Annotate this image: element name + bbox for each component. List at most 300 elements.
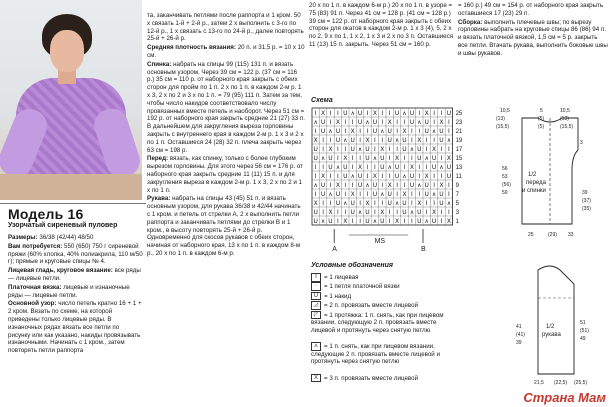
chart-cell-symbol: U <box>439 128 444 135</box>
chart-cell-symbol: I <box>425 164 428 171</box>
chart-cell-symbol: I <box>433 137 435 144</box>
chart-cell-symbol: X <box>402 191 407 198</box>
chart-cell-symbol: I <box>448 119 450 126</box>
chart-cell-symbol: I <box>411 191 413 198</box>
sleeve-pattern-diagram <box>512 258 608 388</box>
chart-cell-symbol: U <box>446 173 452 180</box>
chart-cell-symbol: ∧ <box>402 173 407 180</box>
chart-cell-symbol: U <box>320 128 326 135</box>
chart-cell-symbol: I <box>418 110 421 117</box>
dimension-label: (5) <box>538 124 545 130</box>
chart-cell-symbol: U <box>394 110 400 117</box>
legend-text: = 2 п. провязать вместе лицевой <box>324 302 419 310</box>
chart-cell-symbol: I <box>425 209 428 216</box>
chart-cell-symbol: U <box>328 164 333 171</box>
paragraph-head: Средняя плотность вязания: <box>147 44 236 52</box>
legend-symbol: X <box>311 374 321 383</box>
chart-cell-symbol: U <box>320 182 326 189</box>
chart-cell-symbol: ∧ <box>357 146 363 153</box>
chart-cell-symbol: U <box>417 218 422 225</box>
chart-cell-symbol: I <box>366 191 369 198</box>
chart-cell-symbol: U <box>320 191 326 198</box>
chart-cell-symbol: U <box>335 137 341 144</box>
chart-cell-symbol: U <box>335 191 341 198</box>
chart-cell-symbol: X <box>380 146 385 153</box>
chart-cell-symbol: ∧ <box>446 200 452 207</box>
dimension-label: 39 <box>516 340 522 346</box>
chart-cell-symbol: X <box>343 218 348 225</box>
legend-symbol: · <box>311 282 321 291</box>
diagram-label: рукава <box>542 332 561 338</box>
chart-cell-symbol: U <box>313 146 318 153</box>
chart-cell-symbol: U <box>335 200 341 207</box>
chart-cell-symbol: ∧ <box>372 155 378 162</box>
dimension-label: (15,5) <box>496 124 510 130</box>
chart-cell-symbol: X <box>409 164 414 171</box>
chart-cell-symbol: ∧ <box>313 182 318 189</box>
chart-cell-symbol: U <box>402 200 407 207</box>
chart-cell-symbol: I <box>403 155 406 162</box>
chart-cell-symbol: U <box>372 182 378 189</box>
legend-text: = 1 протяжка: 1 п. снять, как при лицевом вязании, следующую 2 п. провязать вместе лицевой и протянуть через снятую петлю <box>311 311 444 334</box>
chart-cell-symbol: U <box>417 155 422 162</box>
legend-item <box>311 342 459 365</box>
legend-symbol: ◿ <box>311 301 321 310</box>
sand-background <box>0 174 142 200</box>
chart-cell-symbol: I <box>344 128 347 135</box>
chart-cell-symbol: I <box>329 182 332 189</box>
text-column-2 <box>147 12 305 259</box>
chart-cell-symbol: U <box>424 128 429 135</box>
chart-cell-symbol: X <box>365 200 370 207</box>
dimension-label: 10,5 <box>560 108 570 114</box>
chart-cell-symbol: U <box>402 137 407 144</box>
chart-cell-symbol: I <box>359 155 361 162</box>
chart-cell-symbol: ∧ <box>417 119 422 126</box>
chart-cell-symbol: U <box>343 173 348 180</box>
chart-cell-symbol: X <box>365 137 370 144</box>
chart-cell-symbol: X <box>446 155 451 162</box>
chart-cell-symbol: U <box>446 164 452 171</box>
legend-item <box>311 273 459 282</box>
chart-cell-symbol: U <box>365 155 370 162</box>
chart-cell-symbol: U <box>409 182 415 189</box>
chart-cell-symbol: U <box>424 191 429 198</box>
chart-cell-symbol: I <box>433 110 435 117</box>
chart-cell-symbol: ∧ <box>380 191 385 198</box>
row-number: 19 <box>455 138 463 144</box>
chart-cell-symbol: X <box>313 200 318 207</box>
chart-cell-symbol: I <box>418 191 421 198</box>
model-photo <box>0 0 142 200</box>
chart-cell-symbol: U <box>446 110 452 117</box>
dimension-label: 25 <box>528 232 534 238</box>
chart-cell-symbol: I <box>396 191 398 198</box>
legend-symbol: ◸ <box>311 311 321 320</box>
chart-cell-symbol: I <box>314 128 317 135</box>
paragraph <box>147 61 305 155</box>
chart-cell-symbol: ∧ <box>350 110 355 117</box>
chart-cell-symbol: I <box>403 182 406 189</box>
chart-cell-symbol: I <box>396 128 398 135</box>
chart-cell-symbol: I <box>440 209 443 216</box>
chart-cell-symbol: I <box>359 191 361 198</box>
chart-cell-symbol: I <box>329 173 332 180</box>
row-number: 15 <box>455 156 463 162</box>
chart-cell-symbol: I <box>344 119 347 126</box>
dimension-label: (41) <box>516 332 525 338</box>
chart-cell-symbol: U <box>350 200 355 207</box>
paragraph <box>147 44 305 60</box>
chart-cell-symbol: U <box>380 164 385 171</box>
knitting-chart <box>310 106 475 256</box>
chart-cell-symbol: I <box>388 110 391 117</box>
dimension-label: (56) <box>502 182 511 188</box>
chart-cell-symbol: I <box>322 137 324 144</box>
chart-cell-symbol: U <box>417 146 422 153</box>
chart-cell-symbol: I <box>351 218 354 225</box>
chart-cell-symbol: I <box>322 146 324 153</box>
chart-cell-symbol: X <box>350 128 355 135</box>
dimension-label: (5) <box>538 116 545 122</box>
chart-cell-symbol: U <box>343 110 348 117</box>
paragraph-text: 36/38 (42/44) 48/50 <box>39 234 94 241</box>
chart-cell-symbol: X <box>424 110 429 117</box>
chart-cell-symbol: I <box>448 128 450 135</box>
paragraph-head: Спинка: <box>147 60 172 68</box>
chart-cell-symbol: X <box>335 119 340 126</box>
chart-cell-symbol: ∧ <box>409 146 415 153</box>
chart-cell-symbol: U <box>387 200 392 207</box>
chart-cell-symbol: ∧ <box>343 200 348 207</box>
chart-cell-symbol: X <box>439 119 444 126</box>
dimension-label: (29) <box>548 232 557 238</box>
chart-cell-symbol: X <box>328 209 333 216</box>
legend-text: = 1 п. снять, как при лицевом вязании, следующие 2 п. провязать вместе лицевой и протянуть через снятую петлю <box>311 343 440 366</box>
legend-text: = 3 п. провязать вместе лицевой <box>324 374 419 382</box>
paragraph-text: 550 (650) 750 г сиреневой пряжи (60% хлопка, 40% полиакрила, 110 м/50 г); прямые и круговые спицы № 4. <box>8 242 143 266</box>
chart-cell-symbol: I <box>411 128 413 135</box>
model-title: Модель 16 <box>8 206 84 222</box>
chart-cell-symbol: U <box>431 218 437 225</box>
paragraph <box>147 195 305 257</box>
chart-cell-symbol: X <box>417 137 422 144</box>
dimension-label: 39 <box>582 190 588 196</box>
chart-cell-symbol: ∧ <box>365 182 370 189</box>
chart-cell-symbol: U <box>417 209 422 216</box>
chart-cell-symbol: I <box>366 164 369 171</box>
paragraph <box>309 2 456 49</box>
chart-cell-symbol: X <box>321 173 326 180</box>
chart-cell-symbol: I <box>337 146 339 153</box>
chart-cell-symbol: ∧ <box>380 128 385 135</box>
dimension-label: 21,5 <box>534 380 544 386</box>
chart-cell-symbol: I <box>374 209 376 216</box>
chart-cell-symbol: I <box>440 146 443 153</box>
chart-cell-symbol: I <box>425 137 428 144</box>
chart-cell-symbol: X <box>343 155 348 162</box>
chart-cell-symbol: U <box>313 218 318 225</box>
chart-cell-symbol: I <box>425 200 428 207</box>
dimension-label: (22,5) <box>554 380 568 386</box>
chart-cell-symbol: I <box>388 173 391 180</box>
paragraph-head: Основной узор: <box>8 300 57 308</box>
chart-cell-symbol: I <box>337 155 339 162</box>
chart-cell-symbol: ∧ <box>431 128 437 135</box>
diagram-label: 1/2 <box>546 324 555 330</box>
dimension-label: (13) <box>496 116 505 122</box>
chart-cell-symbol: U <box>372 191 378 198</box>
paragraph-head: Размеры: <box>8 234 38 241</box>
chart-cell-symbol: I <box>329 110 332 117</box>
paragraph <box>458 19 608 58</box>
chart-cell-symbol: I <box>359 200 361 207</box>
row-number: 9 <box>455 183 459 189</box>
chart-cell-symbol: I <box>344 209 347 216</box>
paragraph <box>8 267 143 283</box>
chart-cell-symbol: I <box>403 119 406 126</box>
text-column-4 <box>458 2 608 59</box>
chart-cell-symbol: X <box>372 110 377 117</box>
chart-cell-symbol: I <box>329 200 332 207</box>
chart-cell-symbol: U <box>402 209 407 216</box>
diagram-label: 1/2 <box>528 172 537 178</box>
chart-cell-symbol: U <box>387 137 392 144</box>
chart-cell-symbol: U <box>380 155 385 162</box>
dimension-label: (25,5) <box>574 380 588 386</box>
chart-cell-symbol: I <box>351 119 354 126</box>
chart-cell-symbol: I <box>322 209 324 216</box>
chart-cell-symbol: X <box>417 200 422 207</box>
chart-cell-symbol: I <box>344 182 347 189</box>
chart-cell-symbol: I <box>403 164 406 171</box>
paragraph-text: вязать, как спинку, только с более глубоким вырезом горловины. Для этого через 56 см = 176 р. от наборного края закрыть средние 11 (11) 15 п. и для закругления выреза в каждом 2-м р. 1 х 3, 2 х по 2 и 1 х по 1 п. <box>147 155 304 194</box>
chart-cell-symbol: X <box>395 155 400 162</box>
chart-cell-symbol: I <box>388 155 391 162</box>
chart-cell-symbol: I <box>425 146 428 153</box>
chart-cell-symbol: I <box>314 173 317 180</box>
chart-cell-symbol: ∧ <box>417 182 422 189</box>
chart-cell-symbol: U <box>357 182 363 189</box>
legend-symbol: ⋏ <box>311 342 321 351</box>
dimension-label: 53 <box>502 174 508 180</box>
chart-cell-symbol: I <box>411 200 413 207</box>
chart-cell-symbol: U <box>328 218 333 225</box>
chart-cell-symbol: I <box>337 209 339 216</box>
chart-cell-symbol: X <box>321 110 326 117</box>
row-number: 7 <box>455 192 459 198</box>
chart-cell-symbol: U <box>372 128 378 135</box>
chart-cell-symbol: I <box>314 164 317 171</box>
chart-cell-symbol: U <box>350 146 355 153</box>
paragraph <box>147 12 305 43</box>
chart-cell-symbol: ∧ <box>343 137 348 144</box>
chart-cell-symbol: U <box>424 182 429 189</box>
chart-cell-symbol: U <box>335 128 341 135</box>
chart-cell-symbol: I <box>381 137 384 144</box>
chart-cell-symbol: I <box>337 110 339 117</box>
chart-cell-symbol: U <box>320 119 326 126</box>
chart-cell-symbol: I <box>329 137 332 144</box>
face <box>50 30 84 72</box>
chart-cell-symbol: U <box>313 155 318 162</box>
chart-cell-symbol: I <box>351 155 354 162</box>
chart-cell-symbol: U <box>365 209 370 216</box>
chart-cell-symbol: I <box>366 173 369 180</box>
chart-cell-symbol: I <box>388 146 391 153</box>
paragraph-text: лицевые и изнаночные ряды — лицевые петли. <box>8 283 130 299</box>
chart-cell-symbol: I <box>411 155 413 162</box>
chart-cell-symbol: I <box>433 173 435 180</box>
chart-cell-symbol: U <box>328 155 333 162</box>
legend-text: = 1 лицевая <box>324 273 359 281</box>
paragraph <box>8 284 143 300</box>
chart-cell-symbol: I <box>396 209 398 216</box>
diagram-label: и спинки <box>522 188 546 194</box>
paragraph-head: Перед: <box>147 155 169 163</box>
row-number: 21 <box>455 129 463 135</box>
chart-cell-symbol: I <box>396 182 398 189</box>
chart-cell-symbol: I <box>396 146 398 153</box>
paragraph-head: Сборка: <box>458 18 483 26</box>
chart-cell-symbol: X <box>395 218 400 225</box>
chart-cell-symbol: X <box>328 146 333 153</box>
chart-cell-symbol: I <box>448 191 450 198</box>
chart-cell-symbol: I <box>433 119 435 126</box>
chart-cell-symbol: ∧ <box>328 191 333 198</box>
chart-cell-symbol: ∧ <box>394 200 400 207</box>
chart-cell-symbol: I <box>381 182 384 189</box>
paragraph-head: Рукава: <box>147 195 171 203</box>
chart-cell-symbol: U <box>409 110 415 117</box>
chart-cell-symbol: U <box>394 164 400 171</box>
row-number: 1 <box>455 219 459 225</box>
chart-cell-symbol: I <box>359 137 361 144</box>
chart-cell-symbol: ∧ <box>372 218 378 225</box>
chart-cell-symbol: I <box>418 173 421 180</box>
chart-cell-symbol: ∧ <box>424 155 429 162</box>
back-pattern-diagram <box>492 104 604 244</box>
chart-cell-symbol: ∧ <box>328 128 333 135</box>
chart-cell-symbol: ∧ <box>313 119 318 126</box>
chart-cell-symbol: I <box>322 200 324 207</box>
dimension-label: 59 <box>502 190 508 196</box>
chart-cell-symbol: ∧ <box>402 110 407 117</box>
chart-cell-symbol: U <box>313 209 318 216</box>
legend-item <box>311 374 459 383</box>
dimension-label: 41 <box>516 324 522 330</box>
watermark-logo: Страна Мам <box>523 390 606 405</box>
chart-cell-symbol: X <box>387 119 392 126</box>
paragraph-text: 20 п. и 31,5 р. = 10 х 10 см. <box>147 44 305 59</box>
chart-cell-symbol: ∧ <box>431 191 437 198</box>
paragraph-text: 20 х по 1 п. в каждом 6-м р.) 20 х по 1 п. в узоре = 75 (83) 91 п. Через 41 см = 128 р. (41 см = 128 р.) 39 см = 122 р. от наборного края закрыть с обеих сторон для окатов в каждом 2-м р. 1 х 3 (4), 5, 2 х по 2, 9 х по 1, 1 х 2, 1 х 3 и 2 х по 3 п. Оставшиеся 11 (13) 15 п. закрыть. Через 51 см = 160 р. <box>309 2 454 48</box>
row-number: 23 <box>455 120 463 126</box>
chart-cell-symbol: I <box>337 173 339 180</box>
chart-cell-symbol: I <box>322 164 324 171</box>
chart-cell-symbol: I <box>381 119 384 126</box>
chart-cell-symbol: ∧ <box>320 155 326 162</box>
chart-cell-symbol: I <box>374 164 376 171</box>
row-number: 3 <box>455 210 459 216</box>
dimension-label: 3 <box>580 140 583 146</box>
chart-cell-symbol: U <box>357 110 363 117</box>
chart-cell-symbol: ∧ <box>439 164 444 171</box>
dimension-label: (15,5) <box>560 124 574 130</box>
paragraph <box>8 300 143 355</box>
chart-cell-symbol: I <box>344 146 347 153</box>
chart-cell-symbol: I <box>396 119 398 126</box>
paragraph <box>8 234 143 242</box>
legend-item <box>311 311 459 334</box>
paragraph-text: набрать на спицы 99 (115) 131 п. и вязать основным узором. Через 39 см = 122 р. (37 см = 116 р.) 35 см = 110 р. от наборного края закрыть с обеих сторон для пройм по 1 п. 2 х по 1 п. в каждом 2-м р. 1 х 3, 2 х по 2 и 3 х по 1 п. = 79 (95) 111 п. Затем за тем, чтобы число накидов соответствовало числу провязанных вместе петель и наоборот. Через 51 см = 192 р. от наборного края закрыть средние 21 (27) 33 п. В дальнейшем для закругления выреза горловины закрыть с внутреннего края в каждом 2-м р. 1 х 3 и 2 х по 1 п. Оставшиеся 24 (28) 32 п. плеча закрыть через 63 см = 198 р. <box>147 60 305 154</box>
chart-cell-symbol: ∧ <box>335 164 341 171</box>
legend-item <box>311 282 459 291</box>
chart-cell-symbol: I <box>418 164 421 171</box>
chart-cell-symbol: U <box>439 191 444 198</box>
chart-cell-symbol: U <box>439 137 444 144</box>
chart-cell-symbol: X <box>350 191 355 198</box>
legend-item <box>311 292 459 301</box>
chart-cell-symbol: X <box>439 182 444 189</box>
chart-cell-symbol: I <box>366 110 369 117</box>
chart-cell-symbol: U <box>365 218 370 225</box>
chart-cell-symbol: I <box>374 146 376 153</box>
chart-cell-symbol: I <box>381 110 384 117</box>
chart-cell-symbol: U <box>424 119 429 126</box>
chart-cell-symbol: I <box>448 182 450 189</box>
chart-cell-symbol: U <box>387 128 392 135</box>
chart-cell-symbol: ∧ <box>424 218 429 225</box>
chart-cell-symbol: U <box>357 173 363 180</box>
chart-cell-symbol: I <box>314 110 317 117</box>
paragraph <box>8 243 143 266</box>
paragraph-text: выполнить плечевые швы; по вырезу горловины набрать на круговые спицы 86 (86) 94 п. и вязать платочной вязкой, 1,5 см = 5 р. закрыть все петли. Втачать рукава, выполнить боковые швы и швы рукавов. <box>458 18 608 57</box>
chart-cell-symbol: ∧ <box>387 164 392 171</box>
divider <box>0 203 146 204</box>
chart-cell-symbol: I <box>351 164 354 171</box>
chart-cell-symbol: I <box>448 146 450 153</box>
chart-cell-symbol: I <box>351 182 354 189</box>
dimension-label: 10,5 <box>500 108 510 114</box>
chart-cell-symbol: I <box>440 155 443 162</box>
chart-cell-symbol: X <box>432 146 437 153</box>
chart-cell-symbol: ∧ <box>357 209 363 216</box>
dimension-label: (37) <box>582 198 591 204</box>
chart-cell-symbol: ∧ <box>409 209 415 216</box>
dimension-label: 33 <box>568 232 574 238</box>
paragraph-text: набрать на спицы 43 (45) 51 п. и вязать основным узором, для рукава 36/38 и 42/44 начинать с 1 кром. и петель от стрелки А, 2 х выполнить петли раппорта и заканчивать петлями до стрелки В и 1 кром., в высоту повторять 25-й + 26-й р. Одновременно для скосов рукавов с обеих сторон, начиная от наборного края, 13 х по 1 п. в каждом 8-м р., 20 х по 1 п. в каждом 6-м р. <box>147 195 301 257</box>
chart-cell-symbol: U <box>431 155 437 162</box>
chart-cell-symbol: X <box>335 182 340 189</box>
chart-cell-symbol: X <box>380 209 385 216</box>
legend-symbol: I <box>311 273 321 282</box>
chart-cell-symbol: I <box>388 218 391 225</box>
chart-cell-symbol: U <box>394 173 400 180</box>
paragraph-text: все ряды — лицевые петли. <box>8 267 141 282</box>
text-column-3 <box>309 2 456 50</box>
chart-cell-symbol: ∧ <box>320 218 326 225</box>
paragraph-text: та, заканчивать петлями после раппорта и 1 кром. 50 х связать 1-й + 2-й р., затем 2 х выполнить с 3-го по 12-й р., 1 х связать с 13-го по 24-й р., далее повторять 25-й + 26-й р. <box>147 12 304 43</box>
model-subtitle: Узорчатый сиреневый пуловер <box>8 222 118 229</box>
dimension-label: 49 <box>580 336 586 342</box>
chart-cell-symbol: I <box>359 128 361 135</box>
chart-cell-symbol: X <box>372 173 377 180</box>
row-number: 11 <box>455 174 462 180</box>
chart-cell-symbol: I <box>411 137 413 144</box>
chart-cell-symbol: ∧ <box>365 119 370 126</box>
chart-cell-symbol: U <box>343 164 348 171</box>
